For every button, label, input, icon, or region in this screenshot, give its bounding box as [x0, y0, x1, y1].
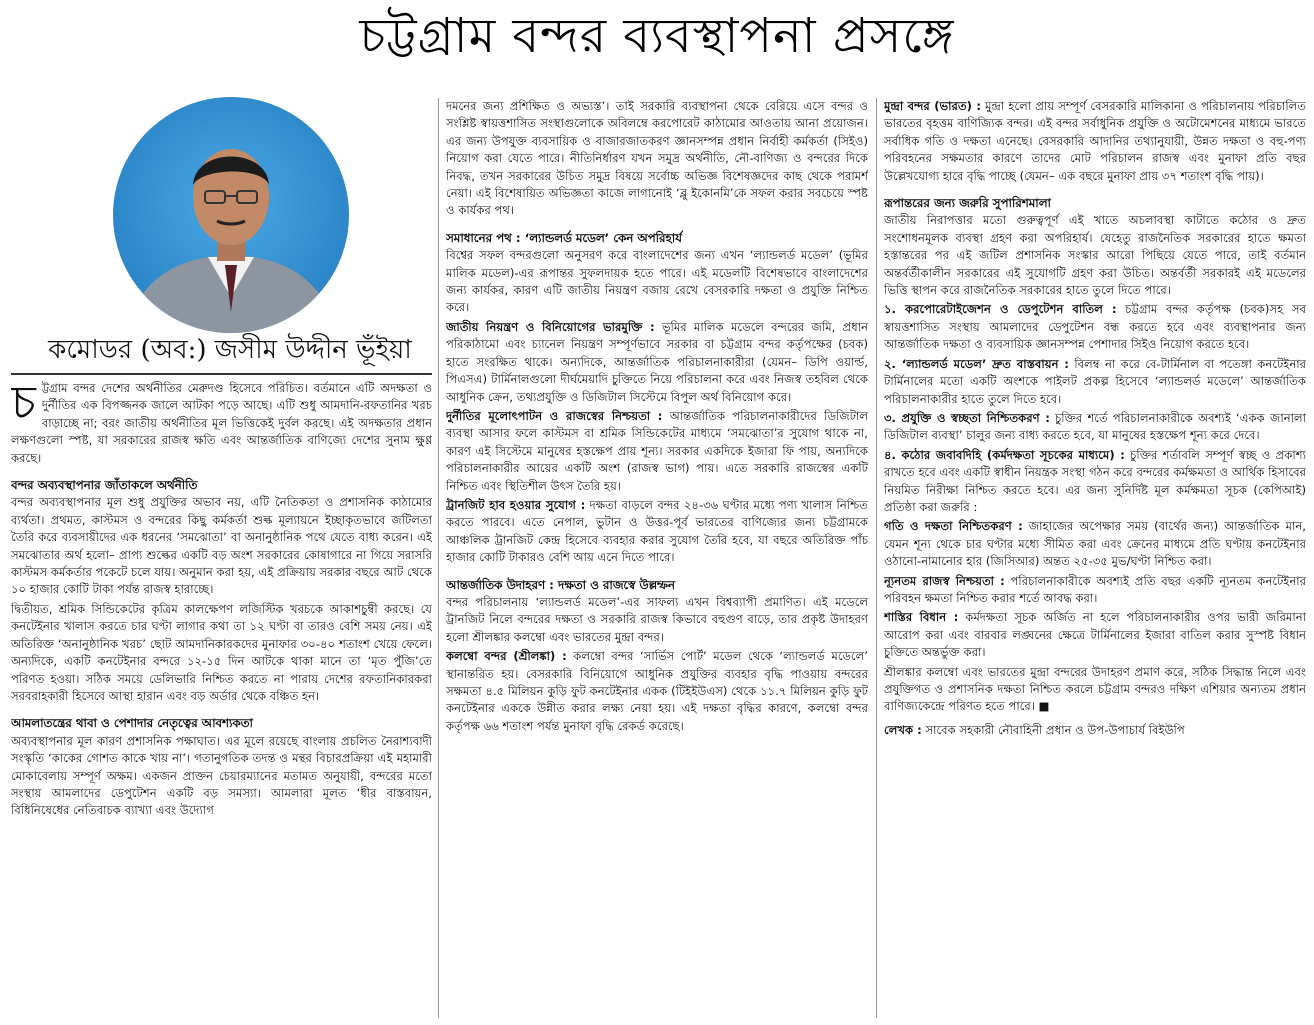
- article-section: [11, 477, 432, 705]
- paragraph-lead: ট্রানজিট হাব হওয়ার সুযোগ :: [446, 497, 586, 512]
- paragraph: [884, 664, 1306, 716]
- paragraph: [884, 356, 1306, 408]
- author-photo: [113, 97, 349, 333]
- byline: [884, 722, 1306, 739]
- paragraph: [446, 247, 868, 317]
- section-heading: সমাধানের পথ : ‘ল্যান্ডলর্ড মডেল’ কেন অপরিহার্য: [446, 230, 682, 245]
- drop-cap: চ: [11, 380, 36, 429]
- paragraph-lead: ২. ‘ল্যান্ডলর্ড মডেল’ দ্রুত বাস্তবায়ন :: [884, 356, 1069, 371]
- paragraph-text: জাতীয় নিরাপত্তার মতো গুরুত্বপূর্ণ এই খাতে অচলাবস্থা কাটাতে কঠোর ও দ্রুত সংশোধনমূলক ব্যবস্থা গ্রহণ করা অপরিহার্য। যেহেতু রাজনৈতিক সরকারের হাতে ক্ষমতা হস্তান্তরের পর এই জটিল প্রশাসনিক সংস্কার আরো পিছিয়ে যেতে পারে, তাই বর্তমান অন্তর্বর্তীকালীন সরকারের এই সুযোগটি গ্রহণ করা উচিত। অন্তর্বর্তী সরকারই এই মডেলের ভিত্তি স্থাপন করে রাজনৈতিক সরকারের হাতে তুলে দিতে পারে।: [884, 213, 1306, 298]
- section-heading: আন্তর্জাতিক উদাহরণ : দক্ষতা ও রাজস্বে উল্লম্ফন: [446, 577, 675, 592]
- paragraph: [884, 518, 1306, 570]
- article-section: [446, 577, 868, 736]
- paragraph: দ্বিতীয়ত, শ্রমিক সিন্ডিকেটের কৃত্রিম কালক্ষেপণ লজিস্টিক খরচকে আকাশচুম্বী করছে। যে কনটেইনার খালাস করতে চার ঘণ্টা লাগার কথা তা ১২ ঘণ্টা বা তারও বেশি সময় নেয়। এই অতিরিক্ত ‘অনানুষ্ঠানিক খরচ’ ছোট আমদানিকারকদের মুনাফার ৩০-৪০ শতাংশ খেয়ে ফেলে। অন্যদিকে, একটি কনটেইনার বন্দরে ১২-১৫ দিন আটকে থাকা মানে তা ‘মৃত পুঁজি’তে পরিণত হওয়া। সঠিক সময়ে ডেলিভারি নিশ্চিত করতে না পারায় দেশের রফতানিকারকরা সরবরাহকারী হিসেবে আস্থা হারান এবং বড় অর্ডার থেকে বঞ্চিত হন।: [11, 601, 432, 703]
- author-name: কমোডর (অব:) জসীম উদ্দীন ভূঁইয়া: [48, 335, 412, 365]
- col2-sections: [446, 230, 868, 735]
- byline-text: সাবেক সহকারী নৌবাহিনী প্রধান ও উপ-উপাচার্য বিইউপি: [921, 722, 1185, 737]
- author-portrait-icon: [113, 97, 349, 333]
- paragraph-lead: গতি ও দক্ষতা নিশ্চিতকরণ :: [884, 519, 1023, 534]
- paragraph-text: ভূমির মালিক মডেলে বন্দরের জমি, প্রধান পরিকাঠামো এবং চ্যানেল নিয়ন্ত্রণ সম্পূর্ণভাবে সরকার বা চট্টগ্রাম বন্দর কর্তৃপক্ষের (চবক) হাতে সংরক্ষিত থাকে। অন্যদিকে, আন্তর্জাতিক পরিচালনাকারীরা (যেমন– ডিপি ওয়ার্ল্ড, পিএসএ) টার্মিনালগুলো দীর্ঘমেয়াদি চুক্তিতে নিয়ে পরিচালনা করে এবং নিজস্ব তহবিল থেকে আধুনিক ক্রেন, তথ্যপ্রযুক্তি ও ডিজিটাল সিস্টেমে বিপুল অর্থ বিনিয়োগ করে।: [446, 319, 868, 404]
- paragraph: [884, 447, 1306, 517]
- paragraph-text: চট্টগ্রাম বন্দর কর্তৃপক্ষ (চবক)সহ সব স্বায়ত্তশাসিত সংস্থায় আমলাদের ডেপুটেশন বন্ধ করতে হবে এবং ব্যবস্থাপনার জন্য আন্তর্জাতিক দক্ষতা ও ব্যবসায়িক জ্ঞানসম্পন্ন পেশাদার সিইও নিয়োগ করতে হবে।: [884, 302, 1306, 352]
- column-divider-2: [876, 98, 877, 1018]
- paragraph-lead: ৪. কঠোর জবাবদিহি (কর্মদক্ষতা সূচকের মাধ্যমে) :: [884, 447, 1125, 462]
- col2-continuation: দমনের জন্য প্রশিক্ষিত ও অভ্যস্ত’। তাই সরকারি ব্যবস্থাপনা থেকে বেরিয়ে এসে বন্দর ও সংশ্লিষ্ট স্বায়ত্তশাসিত সংস্থাগুলোকে অবিলম্বে করপোরেট কাঠামোর আওতায় আনা প্রয়োজন। এর জন্য উপযুক্ত ব্যবসায়িক ও বাজারজাতকরণ জ্ঞানসম্পন্ন প্রধান নির্বাহী কর্মকর্তা (সিইও) নিয়োগ করা যেতে পারে। নীতিনির্ধারণ যখন সমুদ্র অর্থনীতি, নৌ-বাণিজ্য ও বন্দরের দিকে নিবদ্ধ, তখন সরকারের উচিত সমুদ্র বিষয়ে সর্বোচ্চ অভিজ্ঞ বিশেষজ্ঞদের কাছ থেকে পরামর্শ নেয়া। এই বিশেষায়িত অভিজ্ঞতা কাজে লাগানোই ‘ব্লু ইকোনমি’কে সফল করার সবচেয়ে স্পষ্ট ও কার্যকর পথ।: [446, 99, 868, 218]
- section-heading: বন্দর অব্যবস্থাপনার জাঁতাকলে অর্থনীতি: [11, 478, 198, 493]
- column-divider-1: [438, 98, 439, 1018]
- col3-sections: [884, 195, 1306, 716]
- paragraph-text: বিশ্বের সফল বন্দরগুলো অনুসরণ করে বাংলাদেশের জন্য এখন ‘ল্যান্ডলর্ড মডেল’ (ভূমির মালিক মডেল)-এর রূপান্তর সুফলদায়ক হতে পারে। এই মডেলটি বিশেষভাবে বাংলাদেশের জন্য কার্যকর, কারণ এটি জাতীয় নিয়ন্ত্রণ বজায় রেখে বেসরকারি দক্ষতা ও প্রযুক্তি নিশ্চিত করে।: [446, 248, 868, 315]
- paragraph: বন্দর অব্যবস্থাপনার মূল শুধু প্রযুক্তির অভাব নয়, এটি নৈতিকতা ও প্রশাসনিক কাঠামোর ব্যর্থতা। প্রথমত, কাস্টমস ও বন্দরের কিছু কর্মকর্তা শুল্ক মূল্যায়নে ইচ্ছাকৃতভাবে জটিলতা তৈরি করে ব্যবসায়ীদের এক ধরনের ‘সমঝোতা’ বা অনানুষ্ঠানিক পথে যেতে বাধ্য করেন। এই সমঝোতার অর্থ হলো– প্রাপ্য শুল্কের একটি বড় অংশ সরকারের কোষাগারে না গিয়ে সরাসরি কাস্টমস কর্মকর্তার পকেটে চলে যায়। অনুমান করা হয়, এই প্রক্রিয়ায় সরকার বছরে আট থেকে ১০ হাজার কোটি টাকা পর্যন্ত রাজস্ব হারাচ্ছে।: [11, 495, 432, 597]
- paragraph-text: চুক্তির শর্তাবলি সম্পূর্ণ স্বচ্ছ ও প্রকাশ্য রাখতে হবে এবং একটি স্বাধীন নিয়ন্ত্রক সংস্থা গঠন করে বন্দরের কর্মক্ষমতা ও আর্থিক হিসাবের নিয়মিত নিরীক্ষা নিশ্চিত করতে হবে। এর জন্য সুনির্দিষ্ট মূল কর্মক্ষমতা সূচক (কেপিআই) প্রতিষ্ঠা করা জরুরি :: [884, 447, 1306, 514]
- paragraph: [446, 497, 868, 567]
- paragraph-text: শ্রীলঙ্কার কলম্বো এবং ভারতের মুন্দ্রা বন্দরের উদাহরণ প্রমাণ করে, সঠিক সিদ্ধান্ত নিলে এবং প্রযুক্তিগত ও প্রশাসনিক দক্ষতা নিশ্চিত করলে চট্টগ্রাম বন্দরও দক্ষিণ এশিয়ার অন্যতম প্রধান বাণিজ্যকেন্দ্রে পরিণত হতে পারে। ■: [884, 664, 1306, 714]
- paragraph: [884, 573, 1306, 608]
- paragraph: [884, 212, 1306, 299]
- paragraph: [884, 301, 1306, 353]
- paragraph-lead: ১. করপোরেটাইজেশন ও ডেপুটেশন বাতিল :: [884, 302, 1117, 317]
- article-section: [884, 195, 1306, 716]
- column-3: [884, 98, 1306, 1020]
- column-1: [11, 380, 432, 1020]
- col3-top: [884, 98, 1306, 185]
- paragraph-text: দক্ষতা বাড়লে বন্দর ২৪-৩৬ ঘণ্টার মধ্যে পণ্য খালাস নিশ্চিত করতে পারবে। এতে নেপাল, ভুটান ও উত্তর-পূর্ব ভারতের বাণিজ্যের জন্য চট্টগ্রামকে আঞ্চলিক ট্রানজিট কেন্দ্র হিসেবে ব্যবহার করার সুযোগ তৈরি হবে, যা বছরে অতিরিক্ত পাঁচ হাজার কোটি টাকারও বেশি আয় এনে দিতে পারে।: [446, 497, 868, 565]
- author-divider: [11, 373, 432, 375]
- section-heading: রূপান্তরের জন্য জরুরি সুপারিশমালা: [884, 196, 1051, 211]
- paragraph-lead: মুন্দ্রা বন্দর (ভারত) :: [884, 99, 981, 113]
- article-section: [11, 715, 432, 819]
- paragraph-text: কলম্বো বন্দর ‘সার্ভিস পোর্ট’ মডেল থেকে ‘ল্যান্ডলর্ড মডেলে’ স্থানান্তরিত হয়। বেসরকারি বিনিয়োগে আধুনিক প্রযুক্তির ব্যবহার বৃদ্ধি পাওয়ায় বন্দরের সক্ষমতা ৪.৫ মিলিয়ন কুড়ি ফুট কনটেইনার একক (টিইইউএস) থেকে ১১.৭ মিলিয়ন কুড়ি ফুট কনটেইনার এককে উন্নীত করার লক্ষ্য নেয়া হয়। এই দক্ষতা বৃদ্ধির কারণে, কলম্বো বন্দর কর্তৃপক্ষ ৬৬ শতাংশ পর্যন্ত মুনাফা বৃদ্ধি রেকর্ড করেছে।: [446, 649, 868, 733]
- paragraph: [446, 648, 868, 735]
- article-section: [446, 230, 868, 567]
- paragraph-text: চুক্তির শর্তে পরিচালনাকারীকে অবশ্যই ‘একক জানালা ডিজিটাল ব্যবস্থা’ চালুর জন্য বাধ্য করতে হবে, যা মানুষের হস্তক্ষেপ শূন্য করে দেবে।: [884, 410, 1306, 443]
- paragraph: [884, 410, 1306, 445]
- paragraph: [884, 98, 1306, 185]
- paragraph-lead: ন্যূনতম রাজস্ব নিশ্চয়তা :: [884, 573, 1005, 588]
- column-2: [446, 98, 868, 1020]
- paragraph-lead: দুর্নীতির মূলোৎপাটন ও রাজস্বের নিশ্চয়তা :: [446, 408, 663, 423]
- section-heading: আমলাতন্ত্রের থাবা ও পেশাদার নেতৃত্বের আবশ্যকতা: [11, 716, 253, 731]
- paragraph-lead: জাতীয় নিয়ন্ত্রণ ও বিনিয়োগের ভারমুক্তি :: [446, 319, 655, 334]
- paragraph: [884, 609, 1306, 661]
- paragraph: [446, 319, 868, 406]
- paragraph: [446, 594, 868, 646]
- paragraph: [446, 408, 868, 495]
- paragraph-text: বন্দর পরিচালনায় ‘ল্যান্ডলর্ড মডেল’-এর সাফল্য এখন বিশ্বব্যাপী প্রমাণিত। এই মডেলে ট্রানজিট নিলে বন্দরের দক্ষতা ও সরকারি রাজস্ব কিভাবে বহুগুণ বাড়ে, তার প্রকৃষ্ট উদাহরণ হলো শ্রীলঙ্কার কলম্বো এবং ভারতের মুন্দ্রা বন্দর।: [446, 594, 868, 644]
- article-headline: চট্টগ্রাম বন্দর ব্যবস্থাপনা প্রসঙ্গে: [359, 8, 955, 64]
- paragraph-text: আন্তর্জাতিক পরিচালনাকারীদের ডিজিটাল ব্যবস্থা আসার ফলে কাস্টমস বা শ্রমিক সিন্ডিকেটের মাধ্যমে ‘সমঝোতা’র সুযোগ থাকে না, কারণ এই সিস্টেমে মানুষের হস্তক্ষেপ প্রায় শূন্য। সরকার একদিকে ইজারা ফি পায়, অন্যদিকে পরিচালনাকারীর আয়ের একটি অংশ (রাজস্ব ভাগ) পায়। এতে সরকারি রাজস্বের একটি নিশ্চিত এবং স্থিতিশীল উৎস তৈরি হয়।: [446, 408, 868, 493]
- col1-sections: [11, 477, 432, 820]
- paragraph-text: বিলম্ব না করে বে-টার্মিনাল বা পতেঙ্গা কনটেইনার টার্মিনালের মতো একটি অংশকে পাইলট প্রকল্প হিসেবে ‘ল্যান্ডলর্ড মডেলে’ আন্তর্জাতিক পরিচালনাকারীর হাতে তুলে দিতে হবে।: [884, 356, 1306, 406]
- intro-paragraph: চট্টগ্রাম বন্দর দেশের অর্থনীতির মেরুদণ্ড হিসেবে পরিচিত। বর্তমানে এটি অদক্ষতা ও দুর্নীতির এক বিপজ্জনক জালে আটকা পড়ে আছে। এটি শুধু আমদানি-রফতানির খরচ বাড়াচ্ছে না; বরং জাতীয় অর্থনীতির মূল ভিত্তিকেই দুর্বল করছে। এই অদক্ষতার প্রধান লক্ষণগুলো স্পষ্ট, যা সরকারের রাজস্ব ক্ষতি এবং আন্তর্জাতিক বাণিজ্যে দেশের সুনাম ক্ষুণ্ণ করছে।: [11, 380, 432, 465]
- paragraph-lead: ৩. প্রযুক্তি ও স্বচ্ছতা নিশ্চিতকরণ :: [884, 410, 1050, 425]
- paragraph-lead: শাস্তির বিধান :: [884, 610, 959, 625]
- paragraph-lead: কলম্বো বন্দর (শ্রীলঙ্কা) :: [446, 649, 567, 664]
- paragraph-text: মুন্দ্রা হলো প্রায় সম্পূর্ণ বেসরকারি মালিকানা ও পরিচালনায় পরিচালিত ভারতের বৃহত্তম বাণিজ্যিক বন্দর। এই বন্দর সর্বাধুনিক প্রযুক্তি ও অটোমেশনের মাধ্যমে ভারতে সর্বাধিক গতি ও দক্ষতা এনেছে। বেসরকারি আদানির তথ্যানুযায়ী, উন্নত দক্ষতা ও বহু-পণ্য পরিবহনের সক্ষমতার কারণে তাদের মোট পরিচালন রাজস্ব এবং মুনাফা প্রতি বছর উল্লেখযোগ্য হারে বৃদ্ধি পাচ্ছে (যেমন– এক বছরে মুনাফা প্রায় ৩৭ শতাংশ বৃদ্ধি পায়)।: [884, 99, 1306, 183]
- byline-label: লেখক :: [884, 722, 922, 737]
- paragraph-text: জাহাজের অপেক্ষার সময় (বার্থের জন্য) আন্তর্জাতিক মান, যেমন শূন্য থেকে চার ঘণ্টার মধ্যে সীমিত করা এবং ক্রেনের মাধ্যমে প্রতি ঘণ্টায় কনটেইনার ওঠানো-নামানোর হার (জিসিআর) অন্তত ২৫-৩৫ মুভ/ঘণ্টা নিশ্চিত করা।: [884, 519, 1306, 569]
- paragraph-text: পরিচালনাকারীকে অবশ্যই প্রতি বছর একটি ন্যূনতম কনটেইনার পরিবহন ক্ষমতা নিশ্চিত করার শর্তে আবদ্ধ করা।: [884, 573, 1306, 605]
- paragraph-text: কর্মদক্ষতা সূচক অর্জিত না হলে পরিচালনাকারীর ওপর ভারী জরিমানা আরোপ করা এবং বারবার লঙ্ঘনের ক্ষেত্রে টার্মিনালের ইজারা বাতিল করার সুস্পষ্ট বিধান চুক্তিতে অন্তর্ভুক্ত করা।: [884, 610, 1306, 660]
- paragraph: অব্যবস্থাপনার মূল কারণ প্রশাসনিক পক্ষাঘাত। এর মূলে রয়েছে বাংলায় প্রচলিত নৈরাশ্যবাদী সংস্কৃতি ‘কাকের গোশত কাকে খায় না’। গতানুগতিক তদন্ত ও মন্থর বিচারপ্রক্রিয়া এই মহামারী মোকাবেলায় সম্পূর্ণ অক্ষম। একজন প্রাক্তন চেয়ারম্যানের মতামত অনুযায়ী, বন্দরের মতো সংস্থায় আমলাদের ডেপুটেশন একটি বড় সমস্যা। আমলারা মূলত ‘ধীর বাস্তবায়ন, বিধিনিষেধের নেতিবাচক ব্যাখ্যা এবং উদ্যোগ: [11, 733, 432, 818]
